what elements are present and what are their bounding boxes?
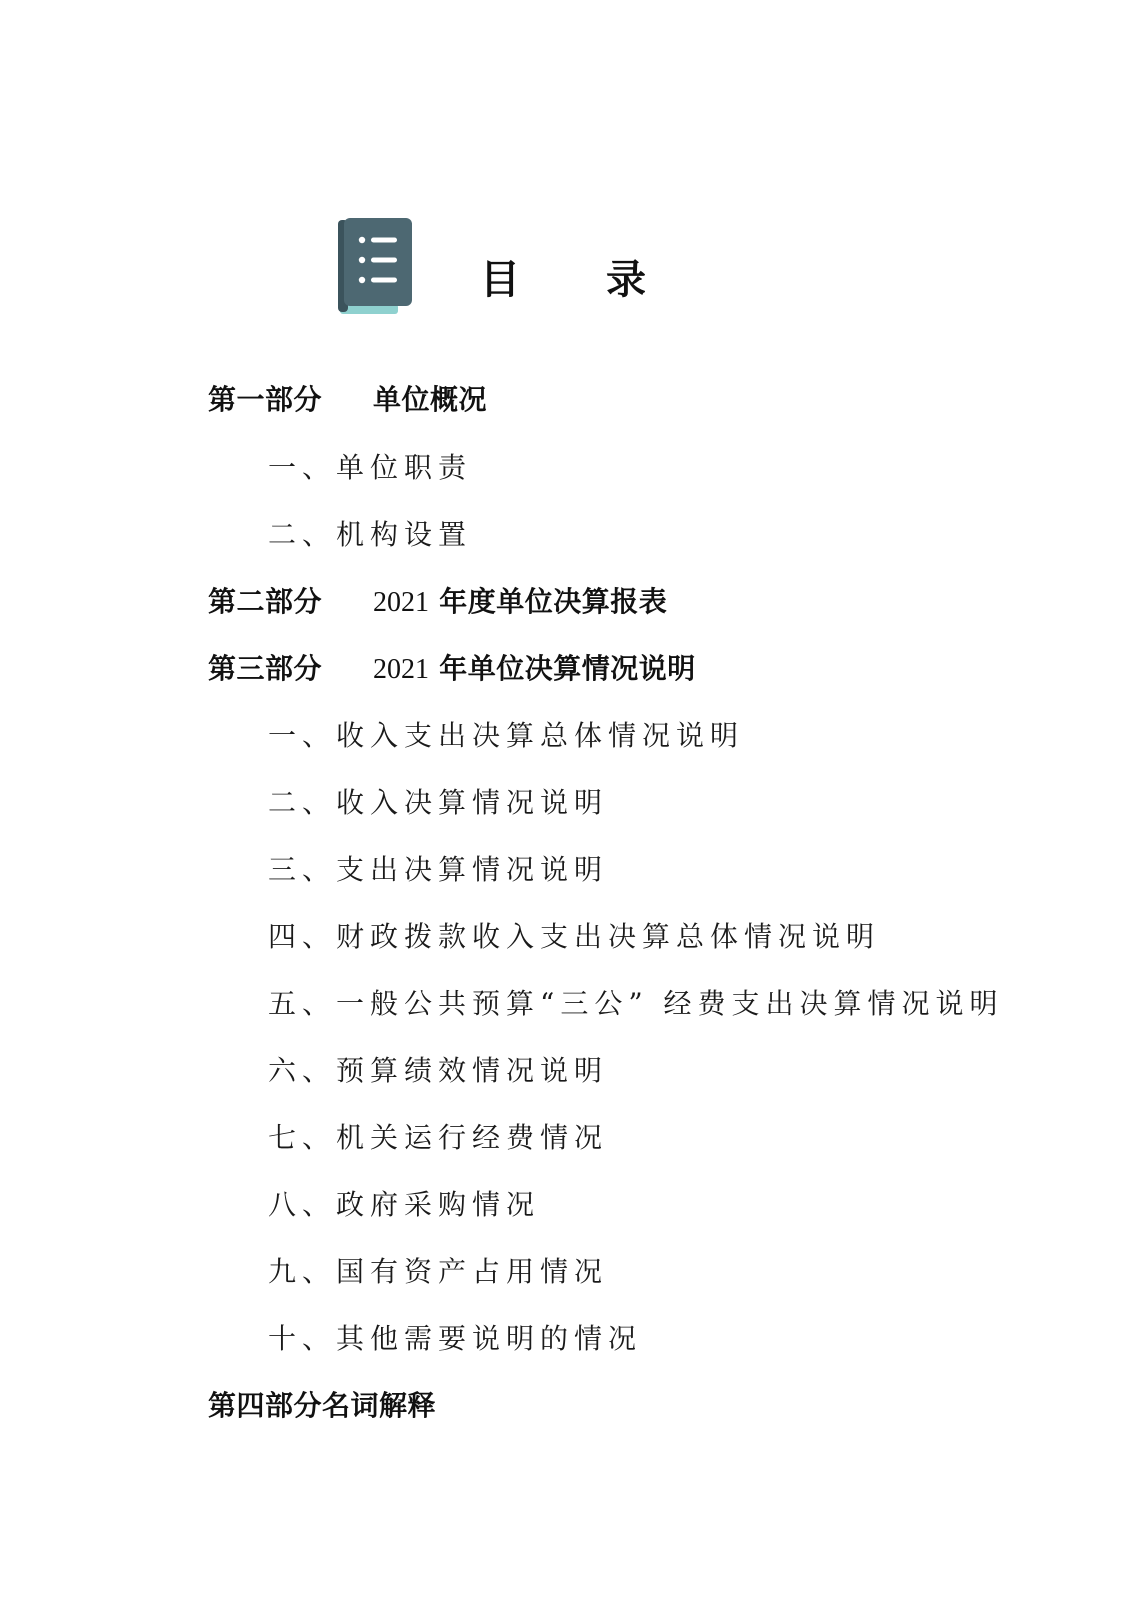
page-title-char-1: 目 bbox=[480, 257, 520, 303]
toc-item[interactable]: 七、机关运行经费情况 bbox=[268, 1121, 609, 1154]
toc-part-4[interactable] bbox=[208, 1389, 436, 1423]
toc-part-3[interactable] bbox=[208, 652, 696, 686]
toc-item[interactable]: 一、收入支出决算总体情况说明 bbox=[268, 719, 745, 752]
toc-part-title-text: 年单位决算情况说明 bbox=[429, 652, 696, 685]
toc-item[interactable]: 二、机构设置 bbox=[268, 518, 473, 551]
toc-item[interactable]: 十、其他需要说明的情况 bbox=[268, 1322, 643, 1355]
toc-item[interactable]: 五、一般公共预算“三公” 经费支出决算情况说明 bbox=[268, 987, 1004, 1020]
toc-part-label: 第三部分 bbox=[208, 652, 323, 685]
toc-part-2[interactable] bbox=[208, 585, 667, 619]
toc-part-year: 2021 bbox=[373, 587, 429, 618]
toc-item[interactable]: 六、预算绩效情况说明 bbox=[268, 1054, 609, 1087]
toc-item[interactable]: 八、政府采购情况 bbox=[268, 1188, 541, 1221]
toc-part-1[interactable] bbox=[208, 383, 487, 417]
toc-item[interactable]: 九、国有资产占用情况 bbox=[268, 1255, 609, 1288]
toc-part-label: 第四部分名词解释 bbox=[208, 1389, 437, 1422]
toc-part-title: 单位概况 bbox=[373, 383, 488, 416]
toc-part-year: 2021 bbox=[373, 654, 429, 685]
toc-part-label: 第一部分 bbox=[208, 383, 323, 416]
toc-item[interactable]: 三、支出决算情况说明 bbox=[268, 853, 609, 886]
toc-part-label: 第二部分 bbox=[208, 585, 323, 618]
toc-item[interactable]: 一、单位职责 bbox=[268, 451, 473, 484]
toc-item[interactable]: 二、收入决算情况说明 bbox=[268, 786, 609, 819]
page-title-char-2: 录 bbox=[606, 257, 646, 303]
toc-part-title bbox=[373, 652, 696, 687]
toc-part-title-text: 年度单位决算报表 bbox=[429, 585, 668, 618]
toc-part-title bbox=[373, 585, 667, 620]
toc-item[interactable]: 四、财政拨款收入支出决算总体情况说明 bbox=[268, 920, 881, 953]
